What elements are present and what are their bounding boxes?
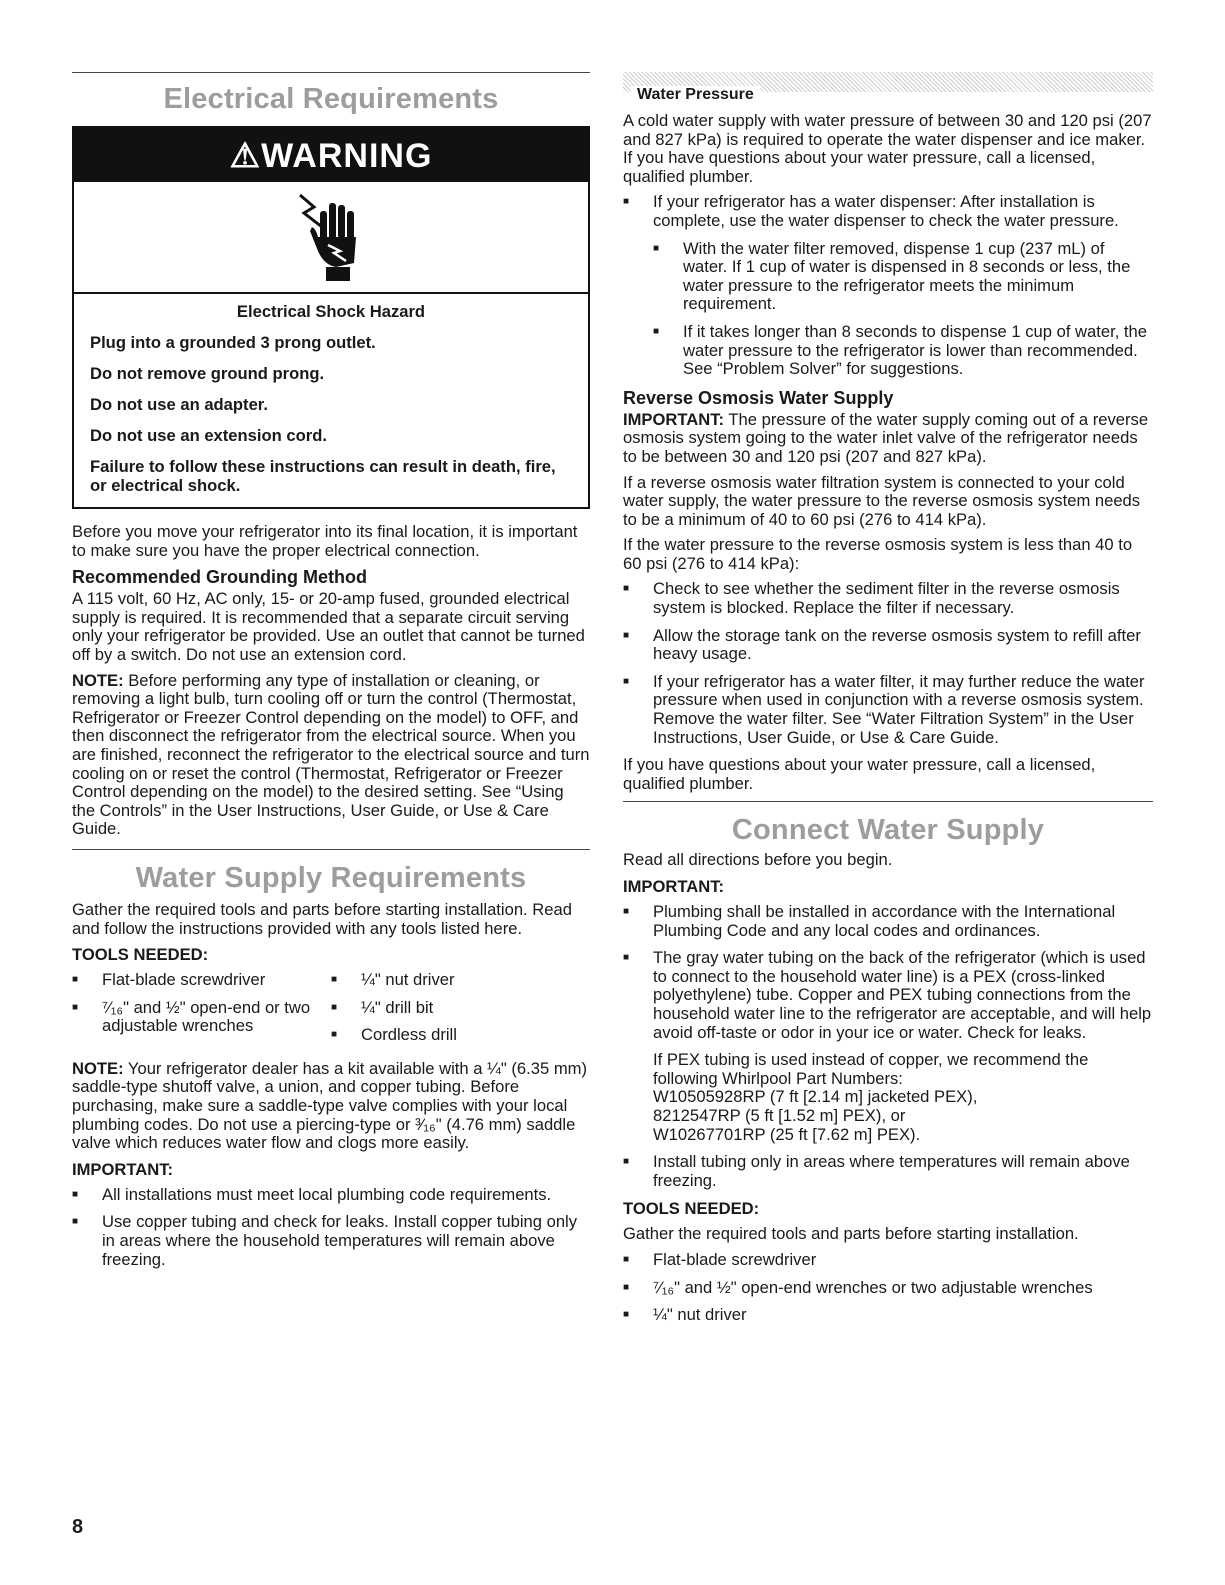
ro-paragraph-4: If you have questions about your water pressure, call a licensed, qualified plumber. bbox=[623, 755, 1096, 793]
dispenser-sublist bbox=[653, 240, 1153, 379]
list-item: ■ ⁷⁄₁₆" and ½" open-end wrenches or two adjustable wrenches bbox=[623, 1279, 1153, 1298]
list-item: ■ ¼" drill bit bbox=[331, 999, 590, 1018]
warning-text bbox=[74, 294, 588, 507]
warning-header: ⚠WARNING bbox=[74, 128, 588, 182]
water-pressure-heading: Water Pressure bbox=[631, 86, 760, 104]
important-text: The pressure of the water supply coming out of a reverse osmosis system going to the water inlet valve of the refrigerator needs to be between 30 and 120 psi (207 and 827 kPa). bbox=[623, 409, 1149, 466]
water-rule bbox=[72, 849, 590, 850]
list-item: ■ If your refrigerator has a water dispenser: After installation is complete, use the water dispenser to check the water pressure. bbox=[623, 193, 1153, 230]
ro-paragraph-3: If the water pressure to the reverse osmosis system is less than 40 to 60 psi (276 to 414 kPa): bbox=[623, 535, 1133, 573]
list-item: ■ ¼" nut driver bbox=[331, 971, 590, 990]
note-label: NOTE: bbox=[72, 1058, 124, 1078]
list-item: ■ Allow the storage tank on the reverse osmosis system to refill after heavy usage. bbox=[623, 627, 1153, 664]
list-item: ■ ⁷⁄₁₆" and ½" open-end or two adjustable wrenches bbox=[72, 999, 331, 1036]
left-column bbox=[72, 72, 590, 1278]
tools-col-1 bbox=[72, 971, 331, 1054]
pex-note: If PEX tubing is used instead of copper, we recommend the following Whirlpool Part Numbers: bbox=[653, 1050, 1089, 1088]
top-rule-left bbox=[72, 72, 590, 73]
list-item: ■ Use copper tubing and check for leaks. Install copper tubing only in areas where the household temperatures will remain above freezing. bbox=[72, 1213, 590, 1269]
list-item: ■ Flat-blade screwdriver bbox=[623, 1251, 1153, 1270]
tools-heading-left: TOOLS NEEDED: bbox=[72, 945, 209, 965]
note-text: Before performing any type of installation or cleaning, or removing a light bulb, turn cooling off or turn the control (Thermostat, Refrigerator or Freezer Control depending on the model) to OFF, and then disconnect the refrigerator from the electrical source. When you are finished, reconnect the refrigerator to the electrical source and turn cooling on or reset the control (Thermostat, Refrigerator or Freezer Control depending on the model) to the desired setting. See “Using the Controls” in the User Instructions, User Guide, or Use & Care Guide. bbox=[72, 670, 590, 839]
tools-intro-right: Gather the required tools and parts before starting installation. bbox=[623, 1224, 1079, 1244]
connect-important-heading: IMPORTANT: bbox=[623, 877, 725, 896]
tools-list-right bbox=[623, 1251, 1153, 1325]
warning-line: Failure to follow these instructions can result in death, fire, or electrical shock. bbox=[90, 457, 556, 495]
water-intro: Gather the required tools and parts before starting installation. Read and follow the instructions provided with any tools listed here. bbox=[72, 899, 572, 938]
list-item: ■ Install tubing only in areas where temperatures will remain above freezing. bbox=[623, 1153, 1153, 1190]
list-item: ■ ¼" nut driver bbox=[623, 1306, 1153, 1325]
important-heading-left: IMPORTANT: bbox=[72, 1159, 174, 1179]
pressure-intro: A cold water supply with water pressure of between 30 and 120 psi (207 and 827 kPa) is required to operate the water dispenser and ice maker. If you have questions about your water pressure, call a licensed, qualified plumber. bbox=[623, 111, 1152, 186]
water-supply-title: Water Supply Requirements bbox=[135, 861, 527, 894]
important-label: IMPORTANT: bbox=[623, 409, 725, 429]
list-item: ■ Cordless drill bbox=[331, 1026, 590, 1045]
ro-list bbox=[623, 580, 1153, 747]
tools-heading-right: TOOLS NEEDED: bbox=[623, 1199, 760, 1219]
important-list-left bbox=[72, 1186, 590, 1269]
connect-rule bbox=[623, 801, 1153, 802]
warning-line: Do not use an extension cord. bbox=[90, 426, 327, 445]
tools-col-2 bbox=[331, 971, 590, 1054]
note-paragraph bbox=[72, 672, 590, 839]
electrical-intro: Before you move your refrigerator into its final location, it is important to make sure you have the proper electrical connection. bbox=[72, 522, 578, 560]
list-item: ■ Flat-blade screwdriver bbox=[72, 971, 331, 990]
connect-list bbox=[623, 903, 1153, 1190]
list-item: ■ Plumbing shall be installed in accordance with the International Plumbing Code and any local codes and ordinances. bbox=[623, 903, 1153, 940]
reverse-osmosis-heading: Reverse Osmosis Water Supply bbox=[623, 387, 894, 408]
list-item: ■ If it takes longer than 8 seconds to dispense 1 cup of water, the water pressure to the refrigerator is lower than recommended. See “Problem Solver” for suggestions. bbox=[653, 323, 1153, 379]
pex-part: 8212547RP (5 ft [1.52 m] PEX), or bbox=[653, 1105, 906, 1125]
electrical-shock-hand-icon bbox=[74, 182, 588, 294]
grounding-heading: Recommended Grounding Method bbox=[72, 567, 367, 588]
list-item: ■ Check to see whether the sediment filter in the reverse osmosis system is blocked. Replace the filter if necessary. bbox=[623, 580, 1153, 617]
grounding-text: A 115 volt, 60 Hz, AC only, 15- or 20-amp fused, grounded electrical supply is required. It is recommended that a separate circuit serving only your refrigerator be provided. Use an outlet that cannot be turned off by a switch. Do not use an extension cord. bbox=[72, 589, 585, 664]
list-item: ■ All installations must meet local plumbing code requirements. bbox=[72, 1186, 590, 1205]
dispenser-list bbox=[623, 193, 1153, 230]
hazard-title: Electrical Shock Hazard bbox=[236, 302, 426, 321]
right-column bbox=[623, 72, 1153, 1334]
connect-water-title: Connect Water Supply bbox=[731, 814, 1045, 847]
water-pressure-bar bbox=[623, 72, 1153, 103]
pex-part: W10505928RP (7 ft [2.14 m] jacketed PEX), bbox=[653, 1087, 978, 1107]
page-number: 8 bbox=[72, 1516, 84, 1538]
warning-line: Plug into a grounded 3 prong outlet. bbox=[90, 333, 376, 352]
ro-important bbox=[623, 411, 1153, 467]
warning-line: Do not remove ground prong. bbox=[90, 364, 325, 383]
ro-paragraph-2: If a reverse osmosis water filtration system is connected to your cold water supply, the water pressure to the reverse osmosis system needs to be a minimum of 40 to 60 psi (276 to 414 kPa). bbox=[623, 472, 1141, 529]
pex-part: W10267701RP (25 ft [7.62 m] PEX). bbox=[653, 1124, 921, 1144]
pex-tube-text: The gray water tubing on the back of the refrigerator (which is used to connect to the household water line) is a PEX (cross-linked polyethylene) tube. Copper and PEX tubing connections from the household water line to the refrigerator are acceptable, and will help avoid off-taste or odor in your ice or water. Check for leaks. bbox=[653, 948, 1152, 1042]
list-item: ■ With the water filter removed, dispense 1 cup (237 mL) of water. If 1 cup of water is dispensed in 8 seconds or less, the water pressure to the refrigerator meets the minimum requirement. bbox=[653, 240, 1153, 314]
note-text: Your refrigerator dealer has a kit available with a ¼" (6.35 mm) saddle-type shutoff valve, a union, and copper tubing. Before purchasing, make sure a saddle-type valve complies with your local plumbing codes. Do not use a piercing-type or ³⁄₁₆" (4.76 mm) saddle valve which reduces water flow and clogs more easily. bbox=[72, 1058, 587, 1153]
list-item: ■ If your refrigerator has a water filter, it may further reduce the water pressure when used in conjunction with a reverse osmosis system. Remove the water filter. See “Water Filtration System” in the User Instructions, User Guide, or Use & Care Guide. bbox=[623, 673, 1153, 747]
connect-intro: Read all directions before you begin. bbox=[623, 850, 893, 870]
kit-note bbox=[72, 1060, 590, 1153]
tools-list-left bbox=[72, 971, 590, 1054]
electrical-requirements-title: Electrical Requirements bbox=[163, 83, 499, 115]
list-item bbox=[623, 949, 1153, 1144]
warning-line: Do not use an adapter. bbox=[90, 395, 268, 414]
note-label: NOTE: bbox=[72, 670, 124, 690]
warning-box bbox=[72, 126, 590, 509]
